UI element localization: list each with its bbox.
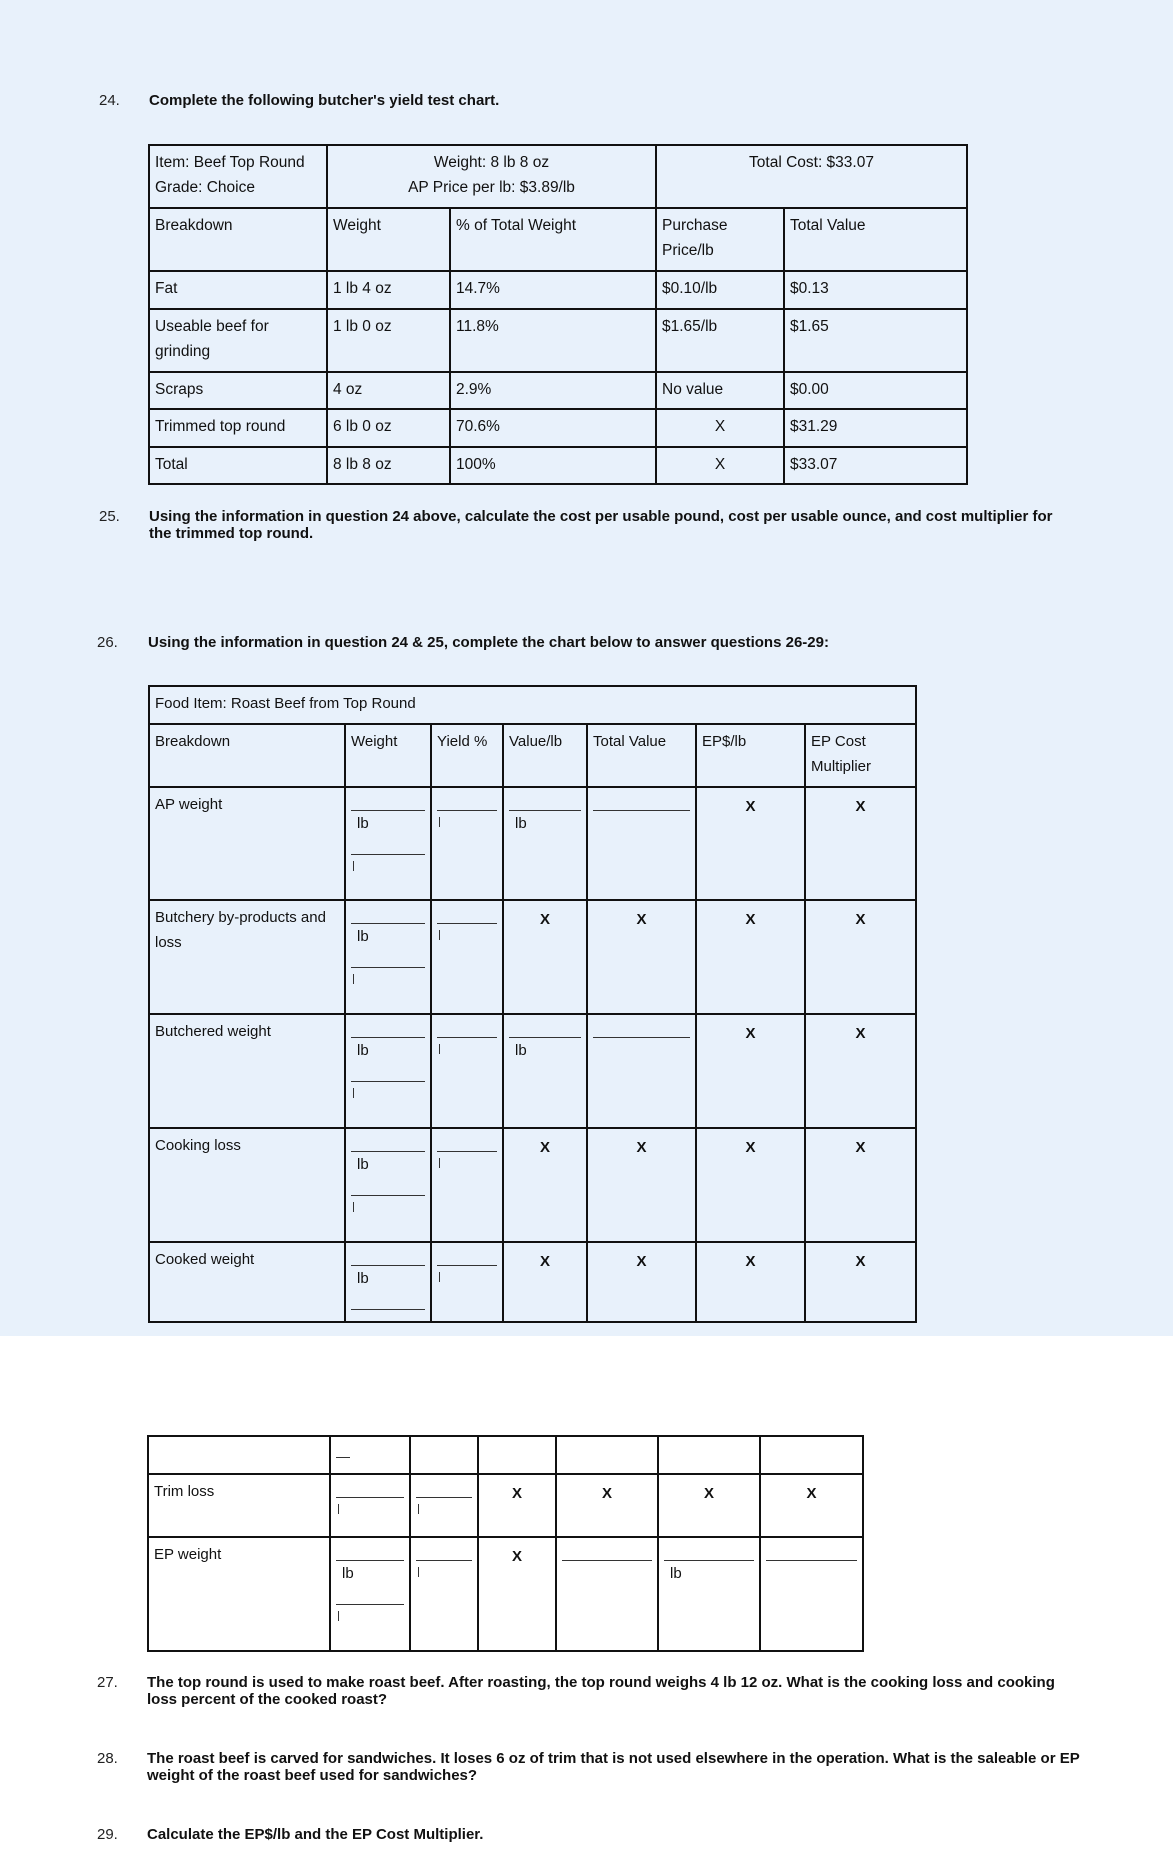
- row-value: $33.07: [784, 447, 967, 484]
- table-row: [149, 787, 916, 900]
- yield-blank[interactable]: [431, 1014, 503, 1128]
- question-28-text: The roast beef is carved for sandwiches. It loses 6 oz of trim that is not used elsewhere in the operation. What is the saleable or EP weight of the roast beef used for sandwiches?: [147, 1750, 1080, 1784]
- yield-blank[interactable]: [410, 1537, 478, 1651]
- row-value: $0.00: [784, 372, 967, 409]
- row-breakdown: Total: [149, 447, 327, 484]
- header-total-value: Total Value: [587, 724, 696, 787]
- unit-label: lb: [357, 1156, 369, 1173]
- weight-blank[interactable]: [345, 1128, 431, 1242]
- row-label: Cooking loss: [149, 1128, 345, 1242]
- yield-blank[interactable]: [410, 1474, 478, 1537]
- x-mark: X: [696, 1014, 805, 1128]
- header-value-lb: Value/lb: [503, 724, 587, 787]
- row-price: X: [656, 409, 784, 447]
- total-cost-label: Total Cost: $33.07: [656, 145, 967, 208]
- yield-blank[interactable]: [431, 787, 503, 900]
- value-blank[interactable]: [503, 1014, 587, 1128]
- x-mark: X: [805, 1128, 916, 1242]
- x-mark: X: [587, 1242, 696, 1322]
- row-label: Cooked weight: [149, 1242, 345, 1322]
- header-weight: Weight: [327, 208, 450, 271]
- weight-blank[interactable]: [330, 1436, 410, 1474]
- table-row: [149, 372, 967, 409]
- x-mark: X: [696, 1128, 805, 1242]
- row-breakdown: Trimmed top round: [149, 409, 327, 447]
- row-weight: 8 lb 8 oz: [327, 447, 450, 484]
- table-row: [149, 309, 967, 372]
- total-value-blank[interactable]: [587, 787, 696, 900]
- table-header-row: [149, 145, 967, 208]
- header-percent: % of Total Weight: [450, 208, 656, 271]
- x-mark: X: [587, 1128, 696, 1242]
- x-mark: X: [658, 1474, 760, 1537]
- x-mark: X: [760, 1474, 863, 1537]
- x-mark: X: [503, 900, 587, 1014]
- row-weight: 1 lb 0 oz: [327, 309, 450, 372]
- x-mark: X: [805, 787, 916, 900]
- item-grade-cell: [149, 145, 327, 208]
- table-row: [149, 447, 967, 484]
- total-value-blank[interactable]: [587, 1014, 696, 1128]
- weight-blank[interactable]: [345, 787, 431, 900]
- empty-cell: [658, 1436, 760, 1474]
- x-mark: X: [478, 1537, 556, 1651]
- food-item-label: Food Item: Roast Beef from Top Round: [149, 686, 916, 724]
- x-mark: X: [805, 1242, 916, 1322]
- row-percent: 11.8%: [450, 309, 656, 372]
- empty-cell: [760, 1436, 863, 1474]
- header-purchase-price: Purchase Price/lb: [656, 208, 784, 271]
- table-row: [149, 1014, 916, 1128]
- weight-blank[interactable]: [345, 900, 431, 1014]
- question-24-text: Complete the following butcher's yield test chart.: [149, 92, 500, 109]
- unit-label: lb: [357, 1042, 369, 1059]
- row-breakdown: Scraps: [149, 372, 327, 409]
- question-27-text: The top round is used to make roast beef. After roasting, the top round weighs 4 lb 12 oz. What is the cooking loss and cooking loss percent of the cooked roast?: [147, 1674, 1055, 1708]
- yield-blank[interactable]: [431, 900, 503, 1014]
- column-headers-row: [149, 724, 916, 787]
- row-breakdown: Useable beef for grinding: [149, 309, 327, 372]
- row-percent: 14.7%: [450, 271, 656, 309]
- ep-multiplier-blank[interactable]: [760, 1537, 863, 1651]
- item-label: Item: Beef Top Round: [155, 154, 305, 171]
- header-weight: Weight: [345, 724, 431, 787]
- question-25-number: 25.: [99, 508, 120, 525]
- table-row: [148, 1537, 863, 1651]
- x-mark: X: [503, 1128, 587, 1242]
- weight-label: Weight: 8 lb 8 oz: [433, 154, 550, 171]
- header-breakdown: Breakdown: [149, 208, 327, 271]
- row-price: $0.10/lb: [656, 271, 784, 309]
- unit-label: lb: [515, 1042, 527, 1059]
- yield-test-table: [148, 144, 968, 485]
- row-weight: 6 lb 0 oz: [327, 409, 450, 447]
- food-item-row: [149, 686, 916, 724]
- row-percent: 70.6%: [450, 409, 656, 447]
- question-26-number: 26.: [97, 634, 118, 651]
- table-row: [148, 1436, 863, 1474]
- row-value: $0.13: [784, 271, 967, 309]
- row-breakdown: Fat: [149, 271, 327, 309]
- table-row: [149, 1242, 916, 1322]
- header-ep-multiplier: EP Cost Multiplier: [805, 724, 916, 787]
- row-label: Butchered weight: [149, 1014, 345, 1128]
- row-label: EP weight: [148, 1537, 330, 1651]
- table-row: [149, 1128, 916, 1242]
- table-row: [148, 1474, 863, 1537]
- yield-blank[interactable]: [431, 1128, 503, 1242]
- x-mark: X: [696, 787, 805, 900]
- header-yield: Yield %: [431, 724, 503, 787]
- roast-beef-chart-continued: [147, 1435, 864, 1652]
- row-percent: 2.9%: [450, 372, 656, 409]
- header-breakdown: Breakdown: [149, 724, 345, 787]
- row-label: AP weight: [149, 787, 345, 900]
- question-27-number: 27.: [97, 1674, 118, 1691]
- question-29-number: 29.: [97, 1826, 118, 1843]
- x-mark: X: [587, 900, 696, 1014]
- grade-label: Grade: Choice: [155, 179, 255, 196]
- table-row: [149, 271, 967, 309]
- table-row: [149, 409, 967, 447]
- weight-price-cell: [327, 145, 656, 208]
- row-price: No value: [656, 372, 784, 409]
- weight-blank[interactable]: [330, 1537, 410, 1651]
- empty-cell: [478, 1436, 556, 1474]
- empty-cell: [556, 1436, 658, 1474]
- header-total-value: Total Value: [784, 208, 967, 271]
- unit-label: lb: [670, 1565, 682, 1582]
- ap-price-label: AP Price per lb: $3.89/lb: [408, 179, 575, 196]
- x-mark: X: [503, 1242, 587, 1322]
- x-mark: X: [805, 1014, 916, 1128]
- ep-lb-blank[interactable]: [658, 1537, 760, 1651]
- total-value-blank[interactable]: [556, 1537, 658, 1651]
- row-price: $1.65/lb: [656, 309, 784, 372]
- x-mark: X: [556, 1474, 658, 1537]
- unit-label: lb: [342, 1565, 354, 1582]
- question-24-number: 24.: [99, 92, 120, 109]
- weight-blank[interactable]: [330, 1474, 410, 1537]
- row-value: $1.65: [784, 309, 967, 372]
- x-mark: X: [696, 1242, 805, 1322]
- column-headers-row: [149, 208, 967, 271]
- unit-label: lb: [357, 928, 369, 945]
- row-percent: 100%: [450, 447, 656, 484]
- row-weight: 1 lb 4 oz: [327, 271, 450, 309]
- yield-blank[interactable]: [431, 1242, 503, 1322]
- row-weight: 4 oz: [327, 372, 450, 409]
- question-29-text: Calculate the EP$/lb and the EP Cost Multiplier.: [147, 1826, 484, 1843]
- value-blank[interactable]: [503, 787, 587, 900]
- roast-beef-chart: [148, 685, 917, 1323]
- question-26-text: Using the information in question 24 & 25, complete the chart below to answer questions 26-29:: [148, 634, 829, 651]
- table-row: [149, 900, 916, 1014]
- empty-cell: [148, 1436, 330, 1474]
- unit-label: lb: [357, 1270, 369, 1287]
- x-mark: X: [478, 1474, 556, 1537]
- question-28-number: 28.: [97, 1750, 118, 1767]
- row-label: Trim loss: [148, 1474, 330, 1537]
- x-mark: X: [696, 900, 805, 1014]
- row-label: Butchery by-products and loss: [149, 900, 345, 1014]
- empty-cell: [410, 1436, 478, 1474]
- unit-label: lb: [357, 815, 369, 832]
- question-25-text: Using the information in question 24 above, calculate the cost per usable pound, cost per usable ounce, and cost multiplier for the trimmed top round.: [149, 508, 1053, 542]
- weight-blank[interactable]: [345, 1242, 431, 1322]
- unit-label: lb: [515, 815, 527, 832]
- header-ep-lb: EP$/lb: [696, 724, 805, 787]
- x-mark: X: [805, 900, 916, 1014]
- weight-blank[interactable]: [345, 1014, 431, 1128]
- row-value: $31.29: [784, 409, 967, 447]
- row-price: X: [656, 447, 784, 484]
